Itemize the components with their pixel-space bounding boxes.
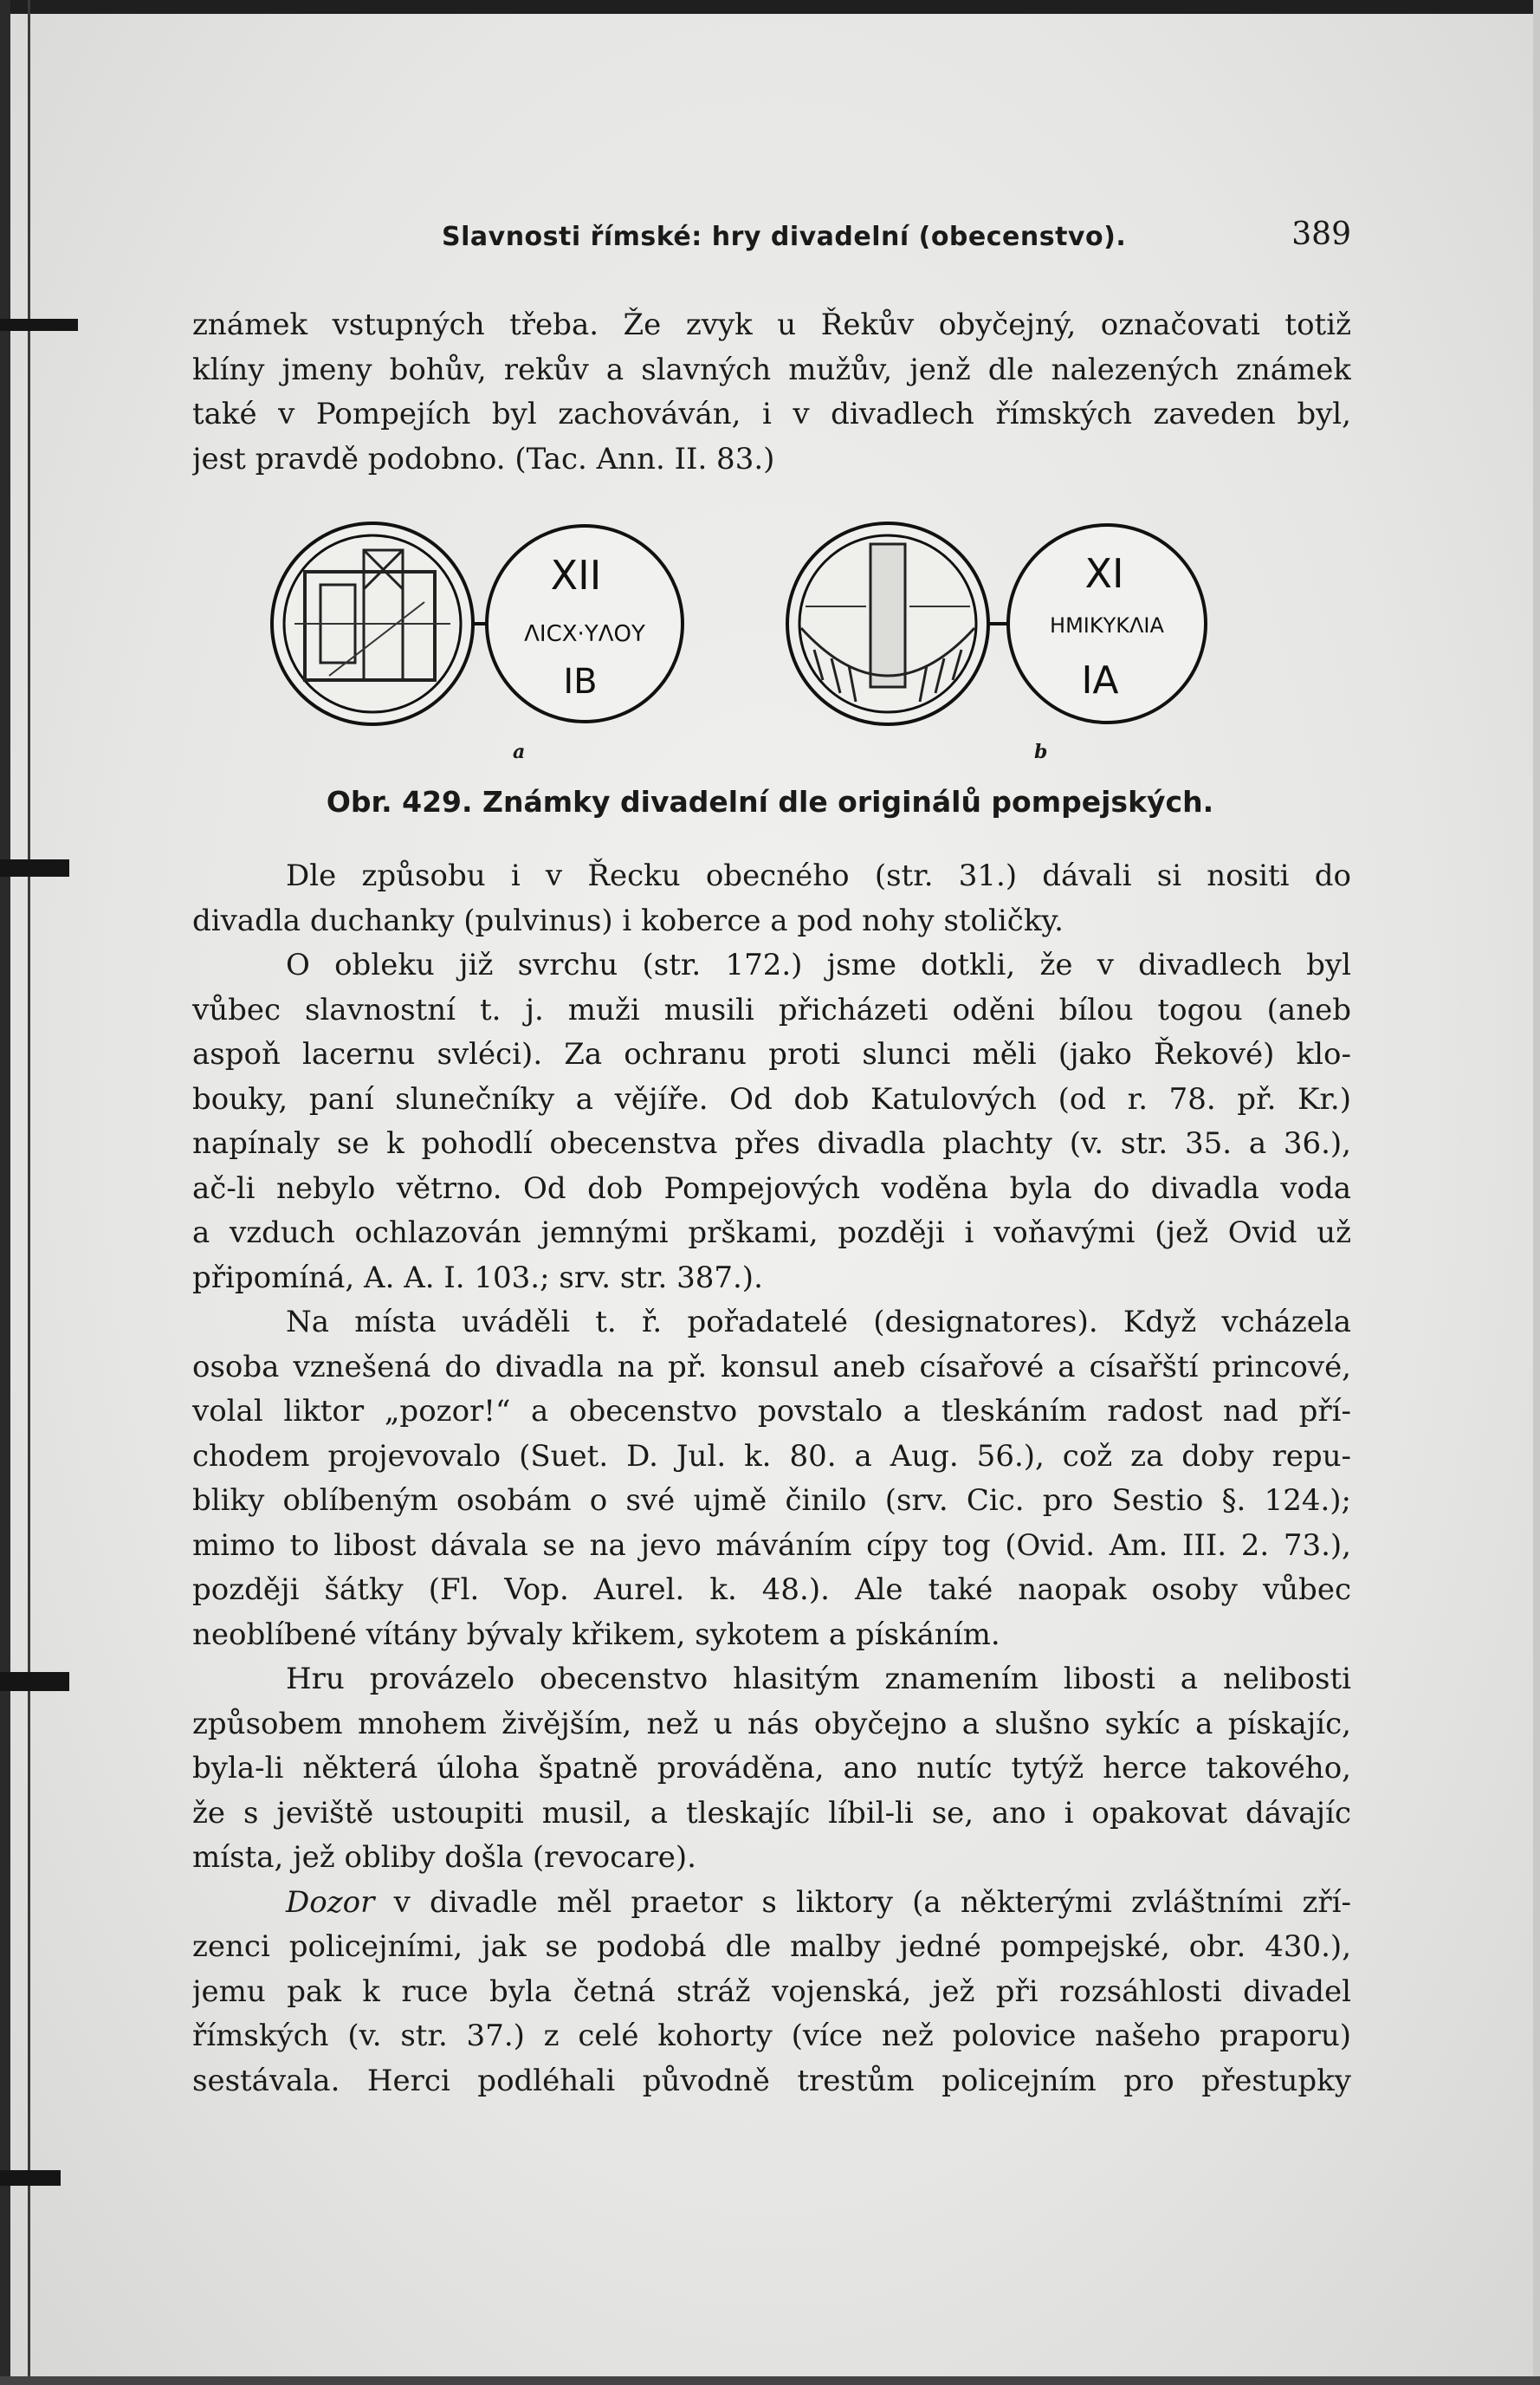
figure-theatre-tokens bbox=[269, 520, 1282, 728]
text-line: mimo to libost dávala se na jevo máváním cípy tog (Ovid. Am. III. 2. 73.), bbox=[192, 1527, 1351, 1563]
paragraph-main bbox=[192, 854, 1351, 2103]
text-line: zenci policejními, jak se podobá dle malby jedné pompejské, obr. 430.), bbox=[192, 1929, 1351, 1964]
text-line: chodem projevovalo (Suet. D. Jul. k. 80. a Aug. 56.), což za doby repu- bbox=[192, 1438, 1351, 1474]
text-line: aspoň lacernu svléci). Za ochranu proti slunci měli (jako Řekové) klo- bbox=[192, 1037, 1351, 1072]
token-b-number: ΙΑ bbox=[1081, 658, 1119, 703]
text-line: později šátky (Fl. Vop. Aurel. k. 48.). Ale také naopak osoby vůbec bbox=[192, 1572, 1351, 1607]
text-line: jest pravdě podobno. (Tac. Ann. II. 83.) bbox=[192, 441, 775, 476]
token-a-number: ΙΒ bbox=[563, 662, 598, 702]
scan-bottom-edge bbox=[0, 2376, 1540, 2385]
text-line: sestávala. Herci podléhali původně trestům policejním pro přestupky bbox=[192, 2063, 1351, 2098]
text-line-dozor bbox=[192, 1881, 1351, 1926]
text-line: Dle způsobu i v Řecku obecného (str. 31.) dávali si nositi do bbox=[286, 859, 1351, 893]
text-line: vůbec slavnostní t. j. muži musili přicházeti oděni bílou togou (aneb bbox=[192, 992, 1351, 1027]
page-header bbox=[442, 217, 1351, 260]
text-line: připomíná, A. A. I. 103.; srv. str. 387.). bbox=[192, 1260, 763, 1295]
text-line: klíny jmeny bohův, rekův a slavných mužův, jenž dle nalezených známek bbox=[192, 352, 1351, 387]
running-title: Slavnosti římské: hry divadelní (obecenstvo). bbox=[442, 222, 1127, 252]
binding-tab bbox=[0, 859, 69, 877]
text-line: napínaly se k pohodlí obecenstva přes divadla plachty (v. str. 35. a 36.), bbox=[192, 1126, 1351, 1161]
text-line: známek vstupných třeba. Že zvyk u Řekův obyčejný, označovati totiž bbox=[192, 308, 1351, 342]
text-line: místa, jež obliby došla (revocare). bbox=[192, 1840, 696, 1875]
text-line: a vzduch ochlazován jemnými prškami, později i voňavými (jež Ovid už bbox=[192, 1215, 1351, 1250]
binding-tab bbox=[0, 1672, 69, 1691]
page-number: 389 bbox=[1291, 217, 1351, 252]
text-line: volal liktor „pozor!“ a obecenstvo povstalo a tleskáním radost nad pří- bbox=[192, 1394, 1351, 1429]
text-line: bouky, paní slunečníky a vějíře. Od dob Katulových (od r. 78. př. Kr.) bbox=[192, 1081, 1351, 1117]
token-a-reverse bbox=[487, 526, 683, 722]
text-line: že s jeviště ustoupiti musil, a tleskajíc líbil-li se, ano i opakovat dávajíc bbox=[192, 1795, 1351, 1831]
text-line: římských (v. str. 37.) z celé kohorty (více než polovice našeho praporu) bbox=[192, 2019, 1351, 2053]
token-b-numeral: XI bbox=[1084, 550, 1124, 597]
token-b-reverse bbox=[1008, 525, 1206, 723]
text-line: O obleku již svrchu (str. 172.) jsme dotkli, že v divadlech byl bbox=[286, 948, 1351, 982]
scan-top-edge bbox=[0, 0, 1540, 14]
text-line: Hru provázelo obecenstvo hlasitým znamením libosti a nelibosti bbox=[286, 1662, 1351, 1696]
figure-label-a: a bbox=[513, 741, 526, 763]
token-a-numeral: XII bbox=[550, 552, 602, 599]
figure-caption: Obr. 429. Známky divadelní dle originálů pompejských. bbox=[326, 785, 1214, 819]
text-line: způsobem mnohem živějším, než u nás obyčejno a slušno sykíc a pískajíc, bbox=[192, 1706, 1351, 1741]
text-line: neoblíbené vítány bývaly křikem, sykotem a pískáním. bbox=[192, 1617, 1000, 1652]
scan-binding-line bbox=[28, 0, 30, 2385]
text-line: divadla duchanky (pulvinus) i koberce a pod nohy stoličky. bbox=[192, 903, 1064, 938]
figure-label-b: b bbox=[1034, 741, 1048, 763]
token-b-inscription: ΗΜΙΚΥΚΛΙΑ bbox=[1050, 613, 1164, 638]
text-line-rest: v divadle měl praetor s liktory (a některými zvláštními zří- bbox=[393, 1884, 1351, 1920]
text-line: také v Pompejích byl zachováván, i v divadlech římských zaveden byl, bbox=[192, 397, 1351, 431]
paragraph-top bbox=[192, 303, 1351, 482]
italic-term: Dozor bbox=[286, 1884, 375, 1920]
binding-tab bbox=[0, 319, 78, 331]
binding-tab bbox=[0, 2170, 61, 2186]
token-b-obverse bbox=[787, 523, 988, 724]
text-line: jemu pak k ruce byla četná stráž vojenská, jež při rozsáhlosti divadel bbox=[192, 1973, 1351, 2009]
text-line: bliky oblíbeným osobám o své ujmě činilo (srv. Cic. pro Sestio §. 124.); bbox=[192, 1483, 1351, 1518]
text-line: osoba vznešená do divadla na př. konsul aneb císařové a císařští princové, bbox=[192, 1349, 1351, 1384]
scan-left-edge bbox=[0, 0, 10, 2385]
text-line: byla-li některá úloha špatně prováděna, ano nutíc tytýž herce takového, bbox=[192, 1751, 1351, 1786]
text-line: ač-li nebylo větrno. Od dob Pompejových voděna byla do divadla voda bbox=[192, 1170, 1351, 1206]
token-a-obverse bbox=[272, 523, 473, 724]
token-a-inscription: ΛΙCΧ·ΥΛΟΥ bbox=[524, 621, 645, 647]
scan-right-edge bbox=[1533, 0, 1540, 2385]
text-line: Na místa uváděli t. ř. pořadatelé (designatores). Když vcházela bbox=[286, 1305, 1351, 1339]
